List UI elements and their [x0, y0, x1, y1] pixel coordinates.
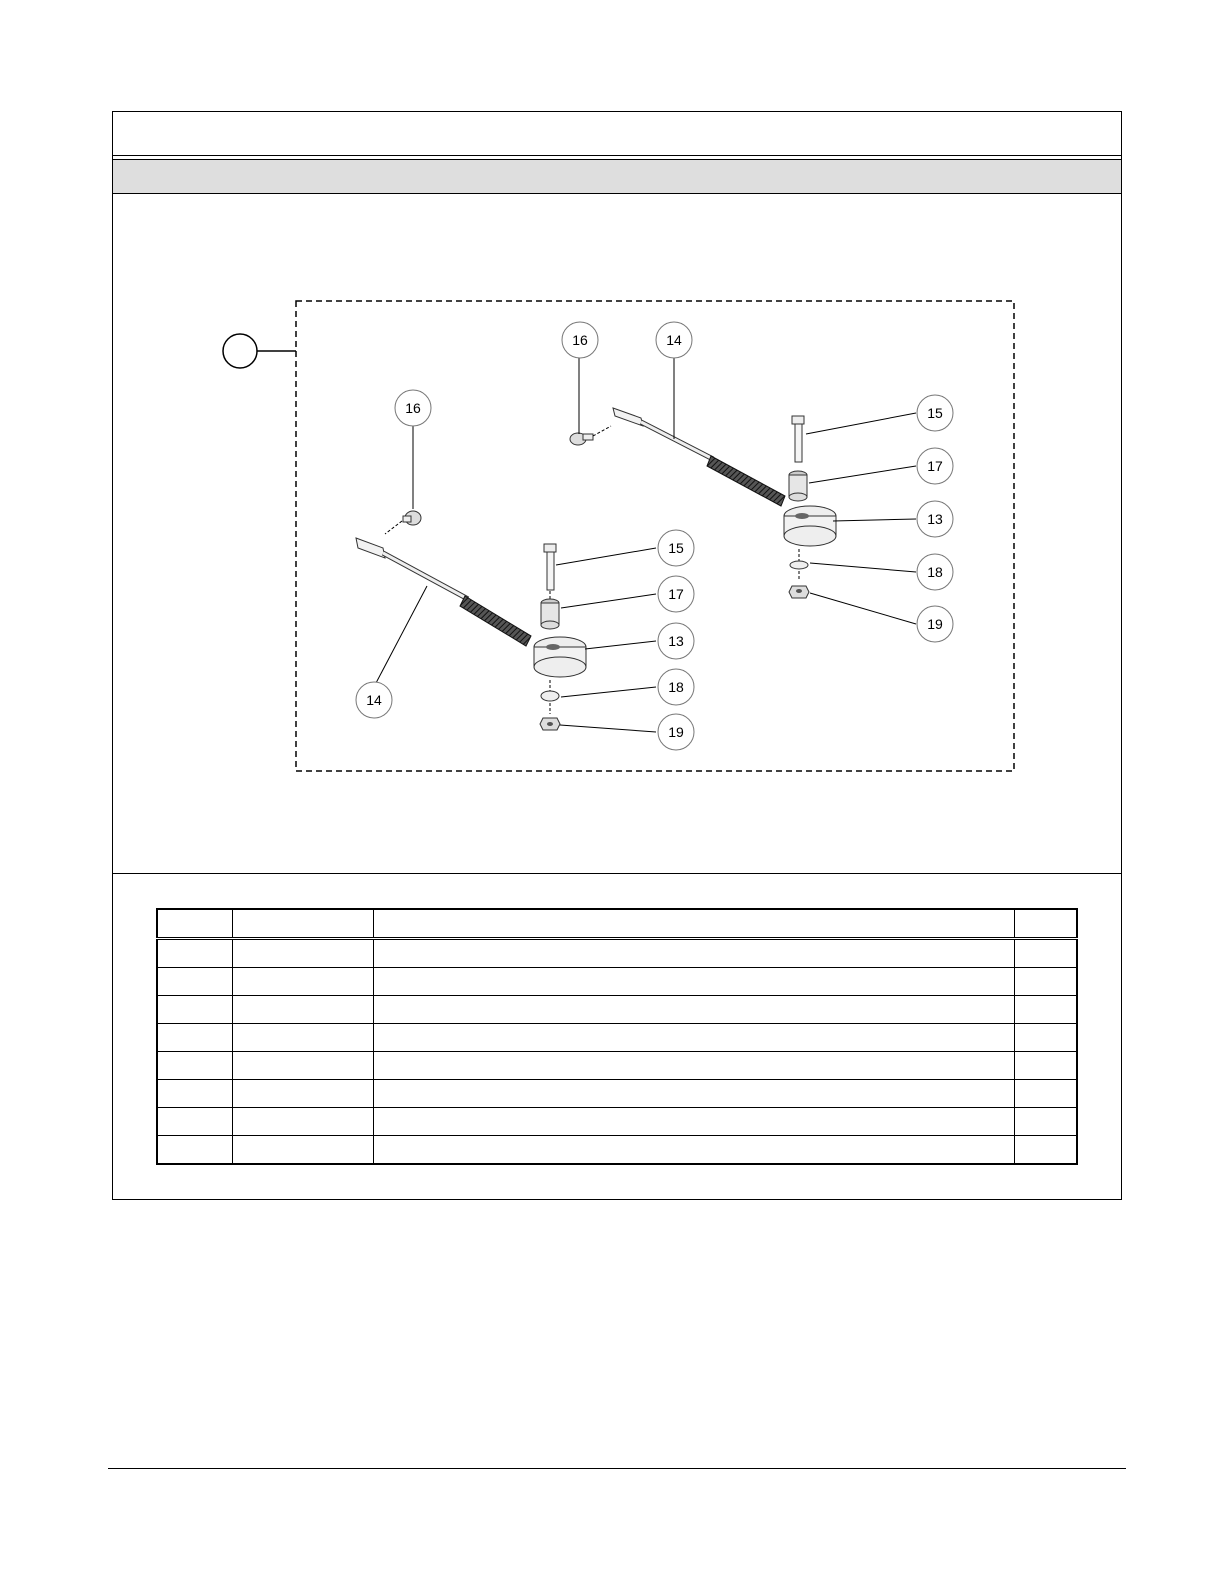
shoulder-bolt: [385, 511, 421, 534]
table-cell: [157, 1108, 232, 1136]
callout-15-top: [917, 395, 953, 431]
table-cell: [1014, 1080, 1077, 1108]
table-cell: [232, 939, 373, 968]
callout-19-top: [917, 606, 953, 642]
callout-17-bottom: [658, 576, 694, 612]
table-cell: [373, 1136, 1014, 1165]
table-cell: [157, 1080, 232, 1108]
rod-end-shaft: [613, 408, 785, 506]
svg-text:14: 14: [666, 332, 682, 348]
callout-19-bottom: [658, 714, 694, 750]
table-cell: [232, 996, 373, 1024]
table-cell: [232, 968, 373, 996]
title-row: [113, 112, 1121, 155]
callout-13-top: [917, 501, 953, 537]
table-cell: [232, 1108, 373, 1136]
table-cell: [1014, 996, 1077, 1024]
callout-leaders: [376, 357, 916, 732]
sleeve-spacer: [789, 471, 807, 501]
callout-16-top: [562, 322, 598, 358]
table-cell: [1014, 1024, 1077, 1052]
table-cell: [232, 1024, 373, 1052]
svg-text:15: 15: [668, 540, 684, 556]
clamp-block: [784, 506, 836, 546]
callout-15-bottom: [658, 530, 694, 566]
svg-text:16: 16: [405, 400, 421, 416]
table-row: [157, 1024, 1077, 1052]
table-cell: [157, 1052, 232, 1080]
flat-washer: [541, 691, 559, 701]
title-divider: [113, 155, 1121, 156]
sleeve-spacer: [541, 599, 559, 629]
callout-17-top: [917, 448, 953, 484]
detail-dashed-box: [296, 301, 1014, 771]
svg-text:16: 16: [572, 332, 588, 348]
table-cell: [373, 968, 1014, 996]
table-cell: [373, 1052, 1014, 1080]
table-header-row: [157, 909, 1077, 939]
clamp-block: [534, 637, 586, 677]
table-row: [157, 1080, 1077, 1108]
page-frame: [112, 111, 1122, 1200]
column-header: [373, 909, 1014, 939]
table-row: [157, 968, 1077, 996]
figure-area: [113, 194, 1121, 874]
svg-text:17: 17: [927, 458, 943, 474]
upper-assembly: [570, 408, 836, 598]
callout-18-top: [917, 554, 953, 590]
table-cell: [1014, 1108, 1077, 1136]
table-row: [157, 996, 1077, 1024]
column-header: [1014, 909, 1077, 939]
table-cell: [157, 939, 232, 968]
hex-bolt: [792, 416, 804, 462]
table-cell: [373, 1108, 1014, 1136]
svg-text:14: 14: [366, 692, 382, 708]
table-cell: [1014, 1136, 1077, 1165]
table-row: [157, 939, 1077, 968]
callout-13-bottom: [658, 623, 694, 659]
table-cell: [373, 1024, 1014, 1052]
svg-text:15: 15: [927, 405, 943, 421]
table-cell: [157, 1136, 232, 1165]
lock-nut: [540, 718, 560, 730]
exploded-parts-diagram: [113, 194, 1121, 873]
table-cell: [157, 996, 232, 1024]
column-header: [157, 909, 232, 939]
svg-text:18: 18: [668, 679, 684, 695]
svg-text:13: 13: [927, 511, 943, 527]
table-cell: [373, 939, 1014, 968]
parts-list-table: [156, 908, 1078, 1165]
shoulder-bolt: [570, 426, 611, 445]
section-header-bar: [113, 159, 1121, 194]
table-cell: [232, 1080, 373, 1108]
table-cell: [373, 996, 1014, 1024]
table-cell: [157, 1024, 232, 1052]
rod-end-shaft: [356, 538, 531, 646]
detail-reference-circle: [223, 334, 257, 368]
table-cell: [1014, 1052, 1077, 1080]
svg-text:19: 19: [927, 616, 943, 632]
table-row: [157, 1052, 1077, 1080]
callout-16-bottom: [395, 390, 431, 426]
table-cell: [1014, 968, 1077, 996]
table-row: [157, 1136, 1077, 1165]
lock-nut: [789, 586, 809, 598]
svg-text:13: 13: [668, 633, 684, 649]
table-cell: [1014, 939, 1077, 968]
table-cell: [232, 1136, 373, 1165]
hex-bolt: [544, 544, 556, 590]
svg-text:19: 19: [668, 724, 684, 740]
svg-text:17: 17: [668, 586, 684, 602]
table-cell: [373, 1080, 1014, 1108]
column-header: [232, 909, 373, 939]
flat-washer: [790, 561, 808, 569]
callout-18-bottom: [658, 669, 694, 705]
callout-14-top: [656, 322, 692, 358]
table-cell: [157, 968, 232, 996]
table-cell: [232, 1052, 373, 1080]
table-row: [157, 1108, 1077, 1136]
svg-text:18: 18: [927, 564, 943, 580]
callout-14-bottom: [356, 682, 392, 718]
footer-rule: [108, 1468, 1126, 1469]
